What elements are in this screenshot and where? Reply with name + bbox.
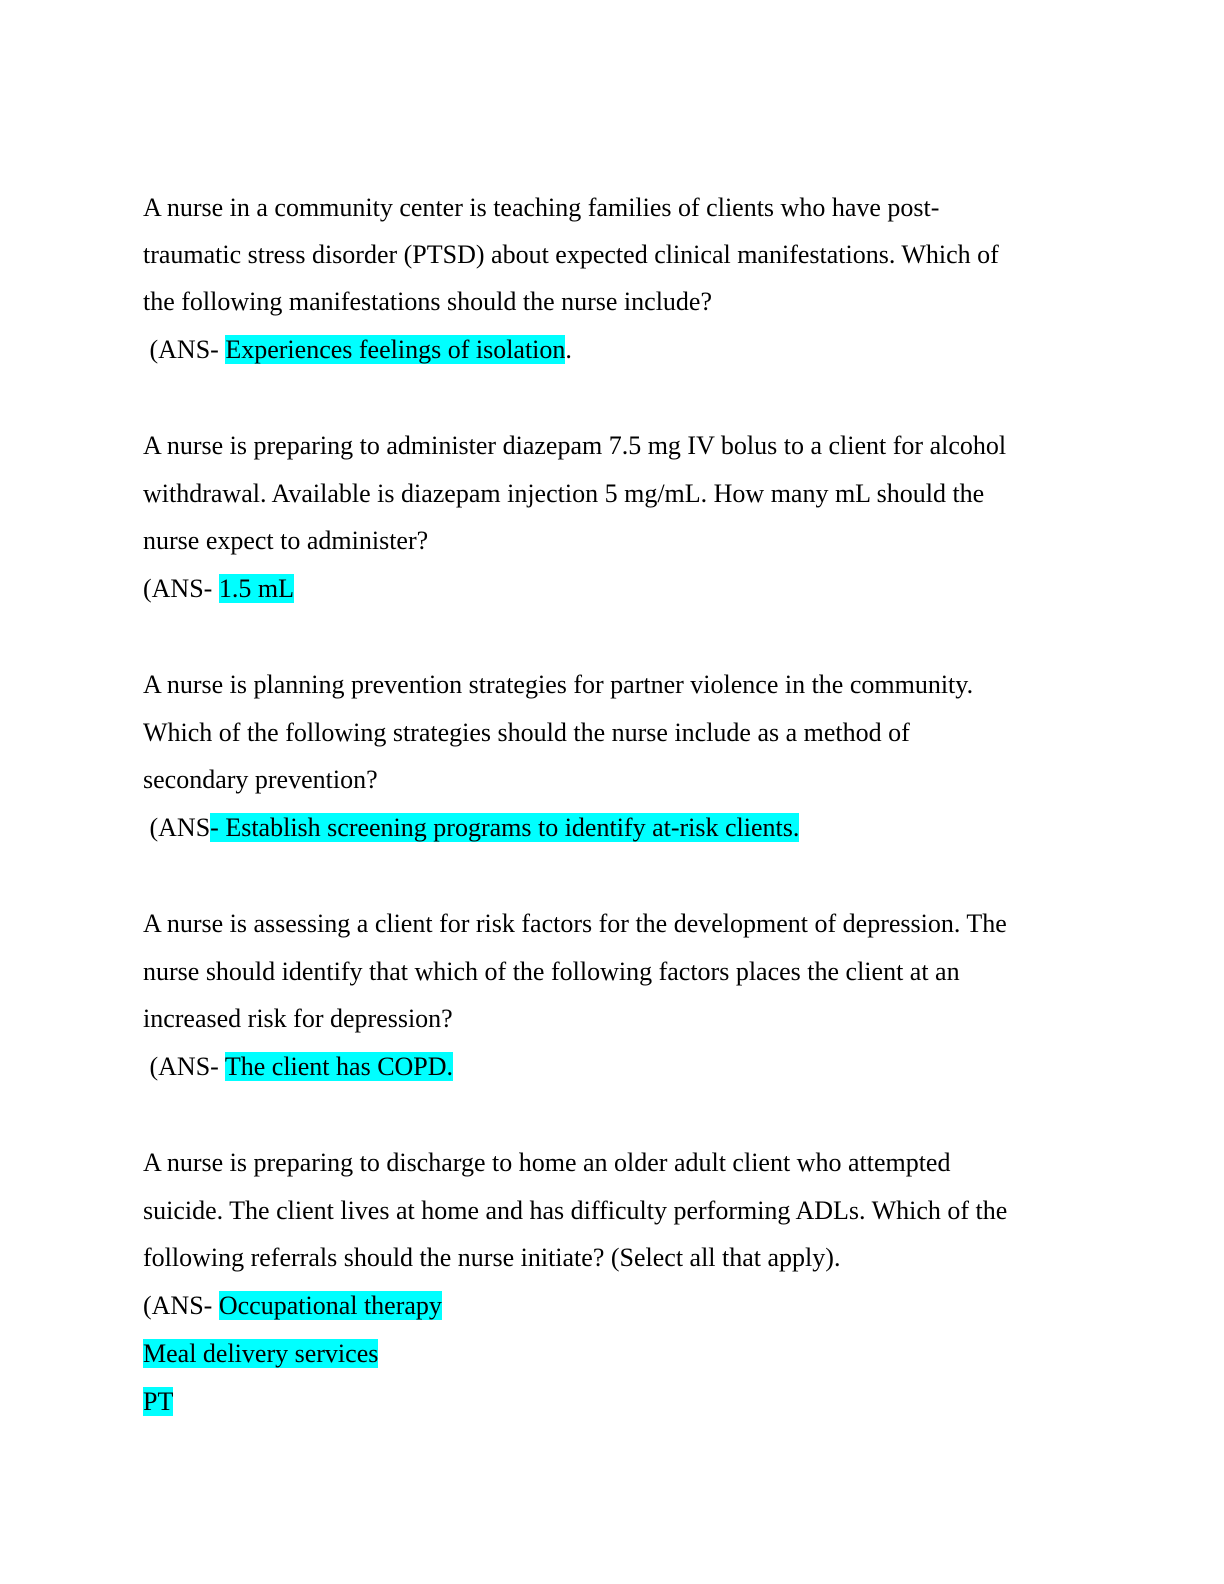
highlighted-answer: Occupational therapy bbox=[218, 1291, 442, 1320]
question-1-answer-line bbox=[143, 333, 572, 367]
question-2-line-3: nurse expect to administer? bbox=[143, 526, 429, 555]
question-1-line-3: the following manifestations should the nurse include? bbox=[143, 287, 712, 316]
question-4-line-2: nurse should identify that which of the following factors places the client at an bbox=[143, 957, 960, 986]
question-5-line-1: A nurse is preparing to discharge to home an older adult client who attempted bbox=[143, 1148, 951, 1177]
question-3-line-3: secondary prevention? bbox=[143, 765, 378, 794]
question-3-line-1: A nurse is planning prevention strategies for partner violence in the community. bbox=[143, 670, 974, 699]
highlighted-answer: Experiences feelings of isolation bbox=[225, 335, 566, 364]
question-4-answer-line bbox=[143, 1050, 453, 1084]
highlighted-answer: The client has COPD. bbox=[224, 1052, 454, 1081]
answer-prefix: (ANS- bbox=[143, 574, 219, 603]
highlighted-answer: 1.5 mL bbox=[218, 574, 294, 603]
question-5-extra-answer-2 bbox=[143, 1385, 173, 1419]
question-2-answer-line bbox=[143, 572, 294, 606]
answer-prefix: (ANS bbox=[143, 813, 211, 842]
answer-prefix: (ANS- bbox=[143, 1052, 225, 1081]
answer-prefix: (ANS- bbox=[143, 1291, 219, 1320]
question-5-line-2: suicide. The client lives at home and has difficulty performing ADLs. Which of the bbox=[143, 1196, 1008, 1225]
question-5-extra-answer-1 bbox=[143, 1337, 378, 1371]
answer-prefix: (ANS- bbox=[143, 335, 226, 364]
highlighted-answer: - Establish screening programs to identify at-risk clients. bbox=[210, 813, 800, 842]
question-5-line-3: following referrals should the nurse initiate? (Select all that apply). bbox=[143, 1243, 841, 1272]
answer-suffix: . bbox=[565, 335, 572, 364]
question-3-line-2: Which of the following strategies should the nurse include as a method of bbox=[143, 718, 910, 747]
question-2-line-1: A nurse is preparing to administer diazepam 7.5 mg IV bolus to a client for alcohol bbox=[143, 431, 1007, 460]
question-4-line-1: A nurse is assessing a client for risk factors for the development of depression. The bbox=[143, 909, 1007, 938]
highlighted-answer: PT bbox=[143, 1387, 174, 1416]
question-2-line-2: withdrawal. Available is diazepam injection 5 mg/mL. How many mL should the bbox=[143, 479, 985, 508]
question-5-answer-line bbox=[143, 1289, 442, 1323]
question-1-line-2: traumatic stress disorder (PTSD) about expected clinical manifestations. Which of bbox=[143, 240, 999, 269]
question-1-line-1: A nurse in a community center is teaching families of clients who have post- bbox=[143, 193, 940, 222]
highlighted-answer: Meal delivery services bbox=[143, 1339, 379, 1368]
question-4-line-3: increased risk for depression? bbox=[143, 1004, 453, 1033]
question-3-answer-line bbox=[143, 811, 799, 845]
